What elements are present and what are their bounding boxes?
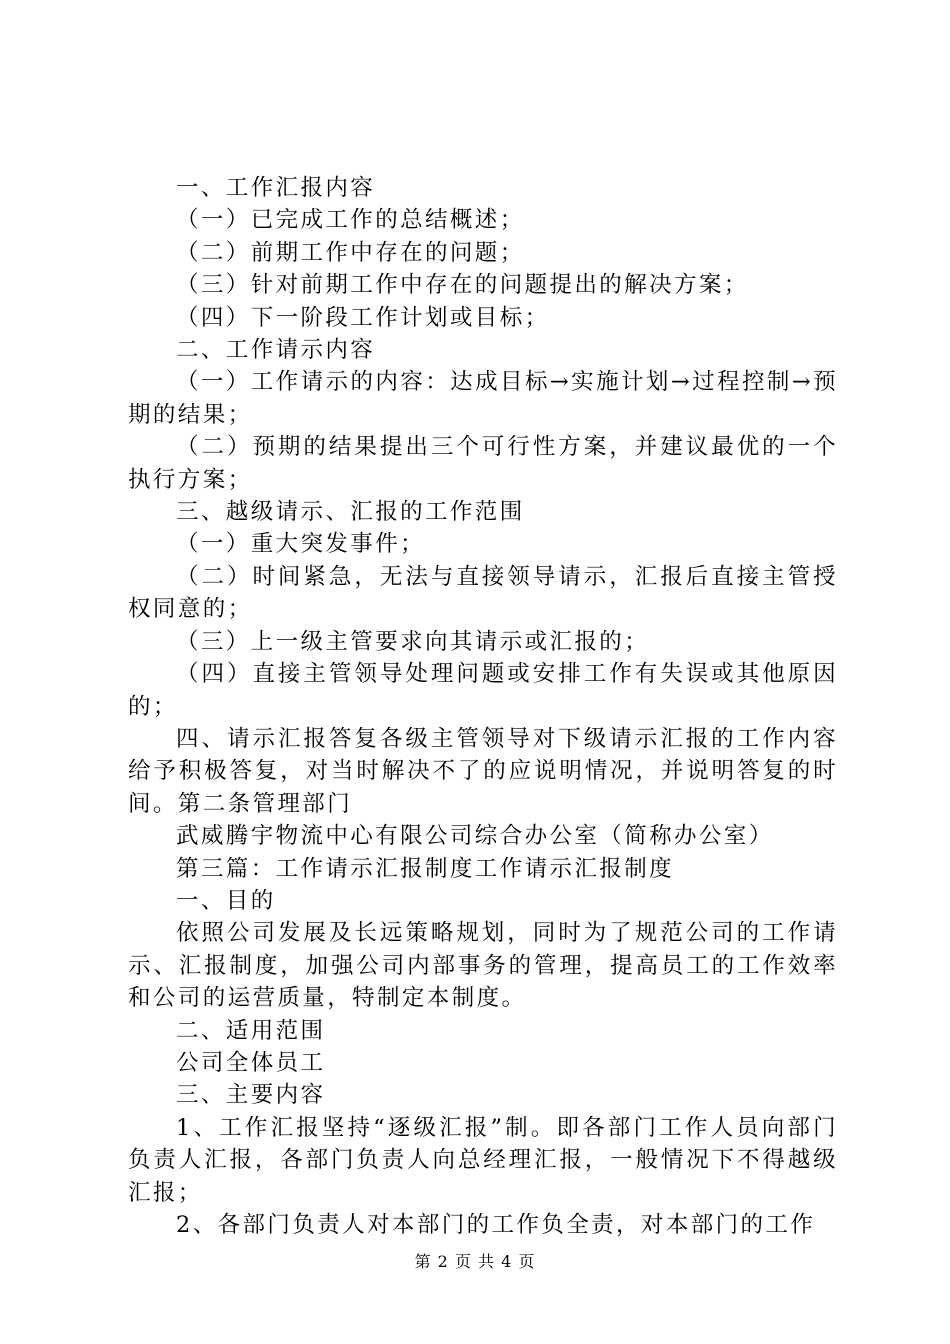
- body-paragraph: 2、各部门负责人对本部门的工作负全责，对本部门的工作: [176, 1212, 816, 1238]
- list-item: （一）重大突发事件；: [176, 531, 426, 558]
- body-paragraph: 公司全体员工: [176, 1049, 326, 1076]
- heading-skip-level-scope: 三、越级请示、汇报的工作范围: [176, 499, 525, 526]
- heading-work-request: 二、工作请示内容: [176, 337, 376, 364]
- list-item: （四）下一阶段工作计划或目标；: [176, 304, 550, 331]
- heading-work-report: 一、工作汇报内容: [176, 175, 376, 201]
- list-item: （二）前期工作中存在的问题；: [176, 239, 525, 266]
- page-footer: [0, 1252, 950, 1272]
- page-number: 第 2 页 共 4 页: [414, 1252, 536, 1271]
- body-paragraph: 1、工作汇报坚持“逐级汇报”制。即各部门工作人员向部门负责人汇报，各部门负责人向总经理汇报，一般情况下不得越级汇报；: [128, 1114, 838, 1206]
- list-item: （四）直接主管领导处理问题或安排工作有失误或其他原因的；: [128, 661, 838, 720]
- body-paragraph: 四、请示汇报答复各级主管领导对下级请示汇报的工作内容给予积极答复，对当时解决不了的应说明情况，并说明答复的时间。第二条管理部门: [128, 725, 838, 817]
- list-item: （二）时间紧急，无法与直接领导请示，汇报后直接主管授权同意的；: [128, 563, 838, 623]
- list-item: （一）已完成工作的总结概述；: [176, 207, 525, 234]
- document-body: [128, 172, 838, 1241]
- heading-scope: 二、适用范围: [176, 1017, 326, 1044]
- heading-purpose: 一、目的: [176, 887, 276, 914]
- section-title: 第三篇：工作请示汇报制度工作请示汇报制度: [176, 855, 675, 882]
- body-paragraph: 武威腾宇物流中心有限公司综合办公室（简称办公室）: [176, 823, 774, 850]
- body-paragraph: 依照公司发展及长远策略规划，同时为了规范公司的工作请示、汇报制度，加强公司内部事务的管理，提高员工的工作效率和公司的运营质量，特制定本制度。: [128, 920, 838, 1012]
- list-item: （二）预期的结果提出三个可行性方案，并建议最优的一个执行方案；: [128, 434, 838, 493]
- list-item: （一）工作请示的内容：达成目标→实施计划→过程控制→预期的结果；: [128, 369, 838, 428]
- heading-main-content: 三、主要内容: [176, 1082, 326, 1109]
- list-item: （三）上一级主管要求向其请示或汇报的；: [176, 628, 650, 655]
- list-item: （三）针对前期工作中存在的问题提出的解决方案；: [176, 272, 749, 299]
